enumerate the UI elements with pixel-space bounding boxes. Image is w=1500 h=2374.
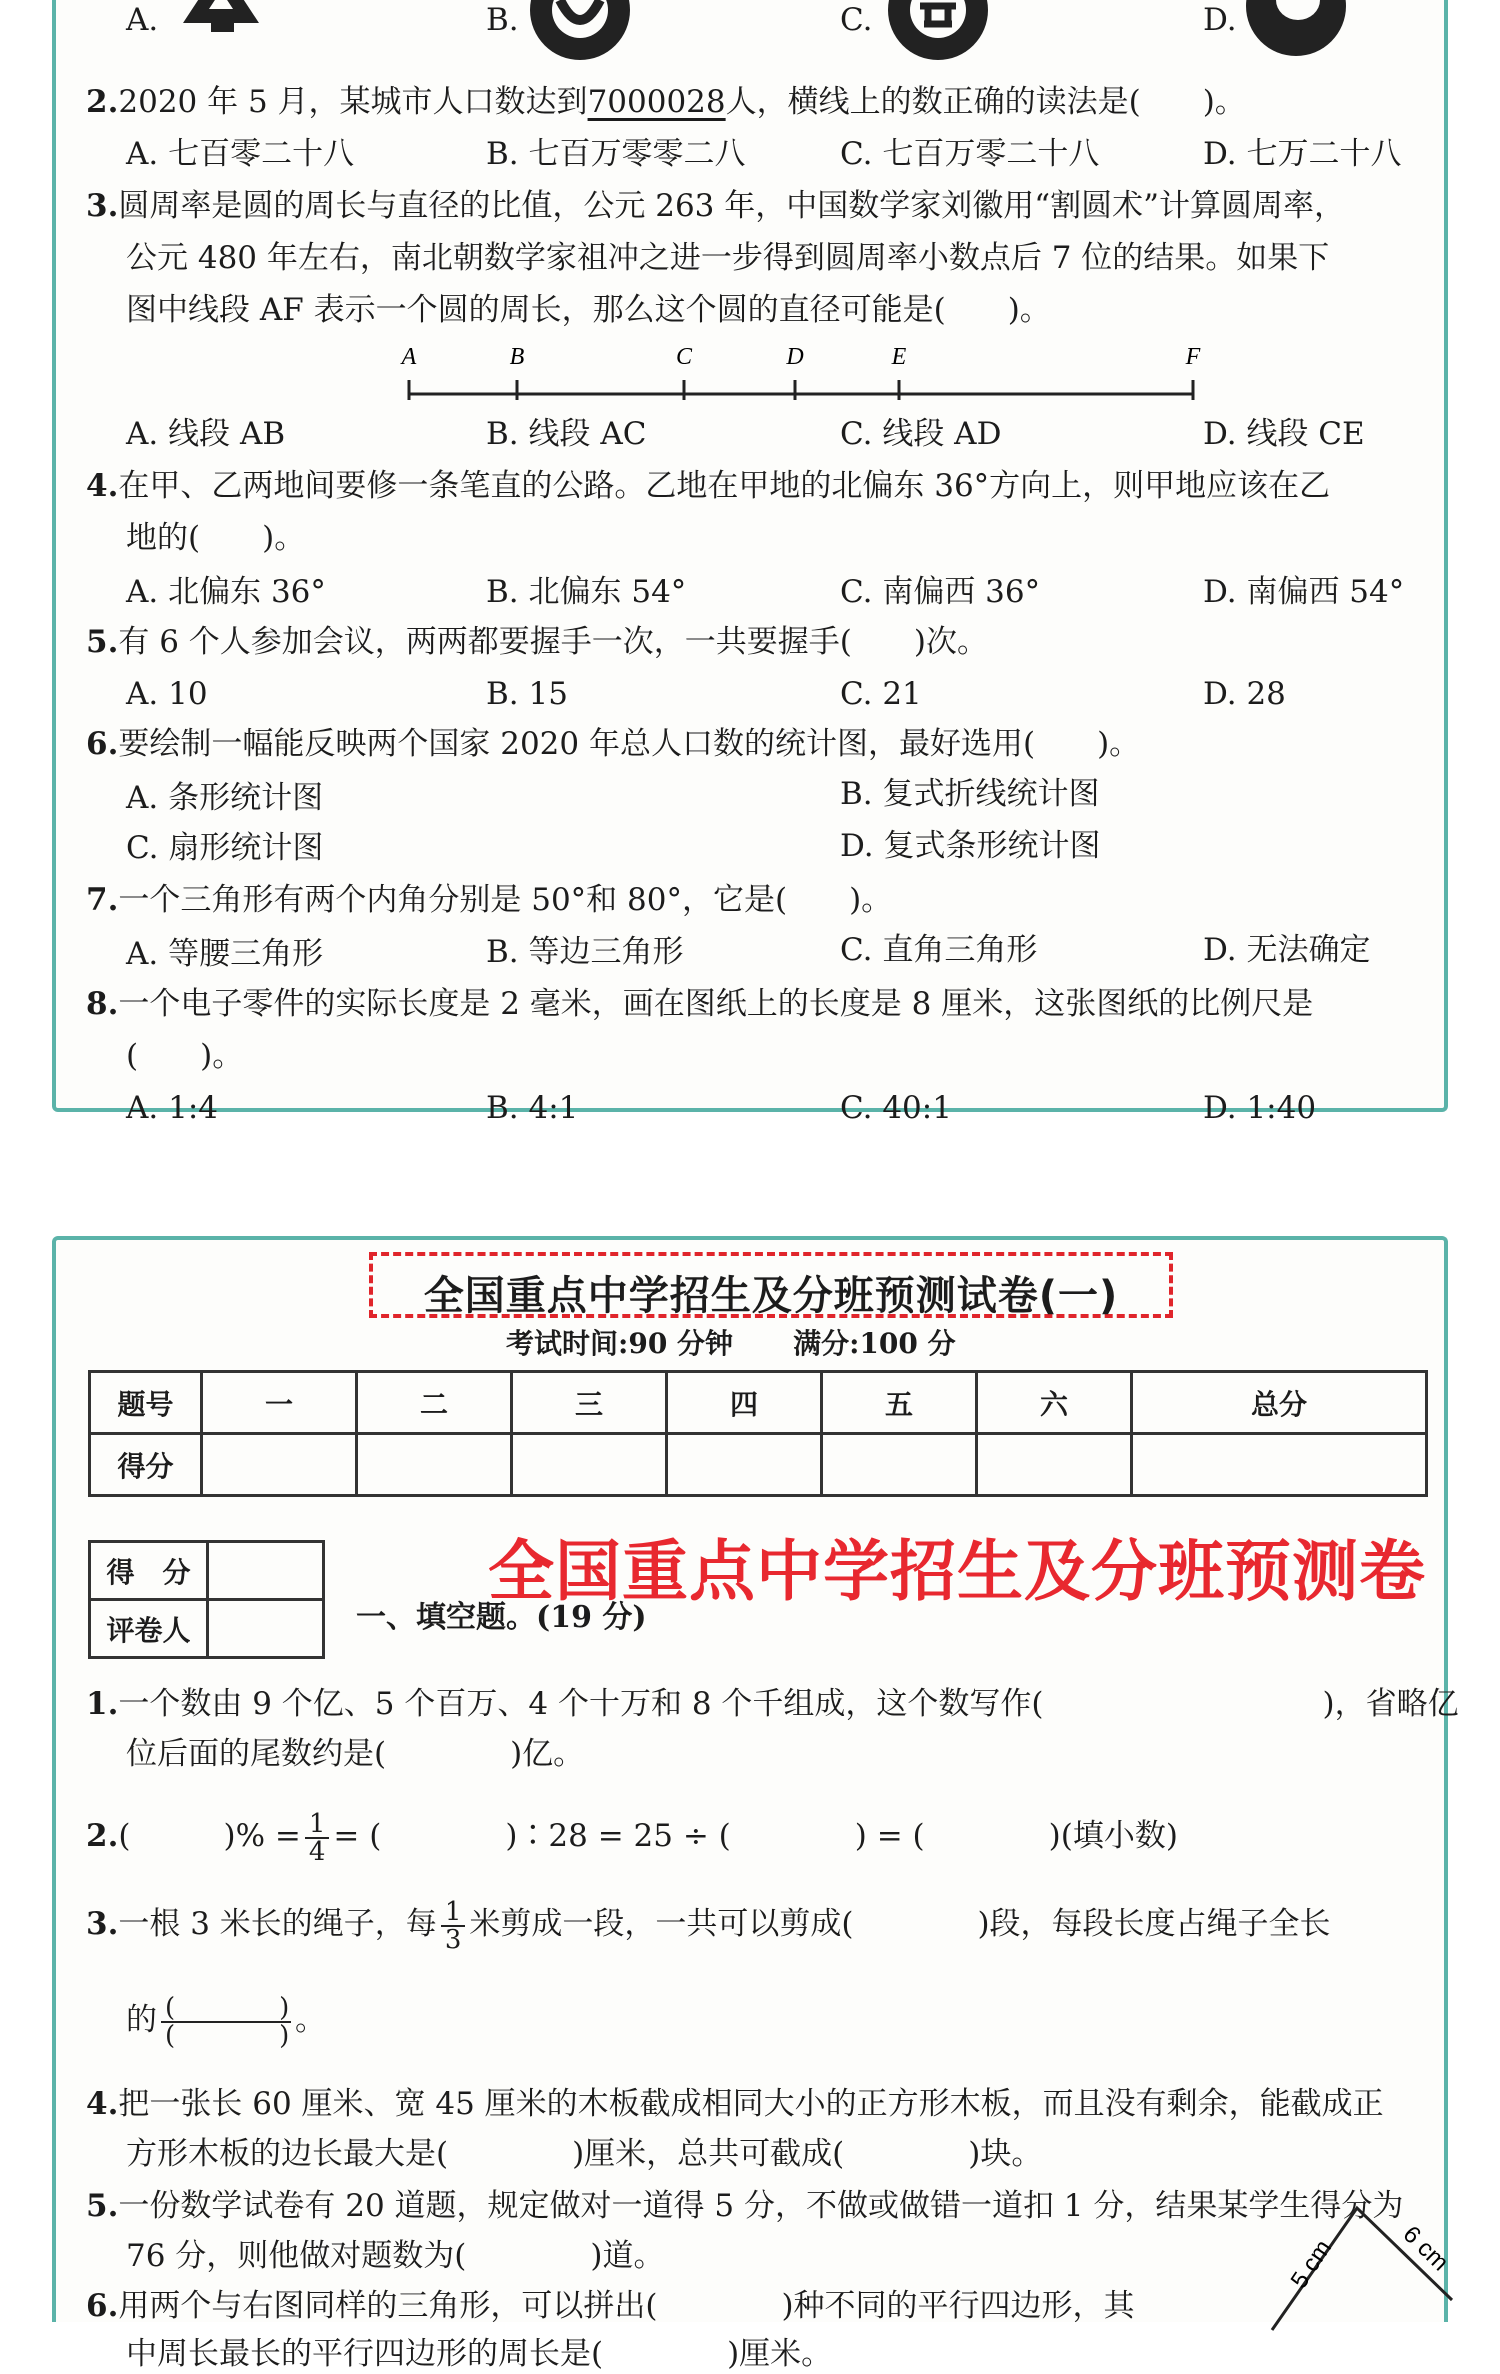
q3-option-d[interactable]: D. 线段 CE: [1203, 416, 1365, 452]
q7-option-b[interactable]: B. 等边三角形: [486, 934, 684, 970]
score-table-cell: 四: [667, 1372, 822, 1434]
point-a-label: A: [401, 344, 417, 370]
q1-option-a-label: A.: [126, 2, 159, 38]
score-table-cell: 三: [512, 1372, 667, 1434]
score-table-cell: 二: [357, 1372, 512, 1434]
q8-option-a[interactable]: A. 1:4: [126, 1090, 218, 1126]
q5-option-c[interactable]: C. 21: [840, 676, 922, 712]
recycle-icon: [176, 0, 266, 56]
q1-option-d-label: D.: [1203, 2, 1237, 38]
score-entry-cell[interactable]: [512, 1434, 667, 1496]
q3-option-a[interactable]: A. 线段 AB: [126, 416, 286, 452]
score-table-score-row: [90, 1434, 1427, 1496]
exam-page-bottom: [52, 1236, 1459, 2372]
q5-stem: 5.有 6 个人参加会议，两两都要握手一次，一共要握手( )次。: [86, 624, 988, 660]
score-row-label: 得分: [90, 1434, 202, 1496]
exam-title: 全国重点中学招生及分班预测试卷(一): [423, 1273, 1119, 1319]
q2-option-a[interactable]: A. 七百零二十八: [126, 136, 355, 172]
q6-stem: 6.要绘制一幅能反映两个国家 2020 年总人口数的统计图，最好选用( )。: [86, 726, 1141, 762]
score-table-cell: 六: [977, 1372, 1132, 1434]
score-entry-cell[interactable]: [977, 1434, 1132, 1496]
point-f-label: F: [1185, 344, 1201, 370]
grader-name-cell[interactable]: [208, 1600, 324, 1658]
b-q5-line2: 76 分，则他做对题数为( )道。: [126, 2238, 665, 2274]
score-table-cell: 题号: [90, 1372, 202, 1434]
triangle-side-label: 6 cm: [1397, 2220, 1454, 2277]
q3-stem-line1: 3.圆周率是圆的周长与直径的比值，公元 263 年，中国数学家刘徽用“割圆术”计算圆周率，: [86, 188, 1345, 224]
q4-option-b[interactable]: B. 北偏东 54°: [486, 574, 687, 610]
full-score: 满分:100 分: [793, 1327, 956, 1360]
b-q1-line1: 1.一个数由 9 个亿、5 个百万、4 个十万和 8 个千组成，这个数写作( )，省略亿: [86, 1686, 1459, 1722]
q8-option-c[interactable]: C. 40:1: [840, 1090, 952, 1126]
score-table: [88, 1370, 1428, 1497]
q3-option-b[interactable]: B. 线段 AC: [486, 416, 647, 452]
circle-emblem-icon: [1246, 0, 1346, 56]
score-entry-cell[interactable]: [357, 1434, 512, 1496]
q1-option-c-label: C.: [840, 2, 873, 38]
q6-option-c[interactable]: C. 扇形统计图: [126, 830, 324, 866]
b-q1-line2: 位后面的尾数约是( )亿。: [126, 1736, 585, 1772]
q4-stem-line1: 4.在甲、乙两地间要修一条笔直的公路。乙地在甲地的北偏东 36°方向上，则甲地应该在乙: [86, 468, 1331, 504]
grader-score-label: 得 分: [90, 1542, 208, 1600]
grader-name-label: 评卷人: [90, 1600, 208, 1658]
answer-fraction-blank[interactable]: $\frac{( )}{( )}$: [161, 1995, 291, 2049]
q6-option-a[interactable]: A. 条形统计图: [126, 780, 324, 816]
b-q5-line1: 5.一份数学试卷有 20 道题，规定做对一道得 5 分，不做或做错一道扣 1 分，结果某学生得分为: [86, 2188, 1404, 2224]
score-table-header-row: [90, 1372, 1427, 1434]
score-entry-cell[interactable]: [667, 1434, 822, 1496]
q4-option-d[interactable]: D. 南偏西 54°: [1203, 574, 1405, 610]
b-q6-line2: 中周长最长的平行四边形的周长是( )厘米。: [126, 2336, 833, 2372]
q3-stem-line3: 图中线段 AF 表示一个圆的周长，那么这个圆的直径可能是( )。: [126, 292, 1051, 328]
grader-score-cell[interactable]: [208, 1542, 324, 1600]
exam-page-top: [52, 0, 1448, 1126]
q3-stem-line2: 公元 480 年左右，南北朝数学家祖冲之进一步得到圆周率小数点后 7 位的结果。如果下: [126, 240, 1330, 276]
triangle-side-label: 5 cm: [1285, 2235, 1338, 2294]
q2-option-b[interactable]: B. 七百万零零二八: [486, 136, 746, 172]
point-c-label: C: [675, 344, 693, 370]
q4-stem-line2: 地的( )。: [126, 520, 306, 556]
q5-option-b[interactable]: B. 15: [486, 676, 568, 712]
b-q3-line1: 3.一根 3 米长的绳子，每 $\frac{1}{3}$ 米剪成一段，一共可以剪成( )段，每段长度占绳子全长: [86, 1896, 1331, 1955]
segment-af-diagram: [401, 338, 1201, 408]
point-e-label: E: [891, 344, 907, 370]
score-entry-cell[interactable]: [822, 1434, 977, 1496]
b-q4-line1: 4.把一张长 60 厘米、宽 45 厘米的木板截成相同大小的正方形木板，而且没有剩余，能截成正: [86, 2086, 1384, 2122]
q2-option-c[interactable]: C. 七百万零二十八: [840, 136, 1100, 172]
q7-option-c[interactable]: C. 直角三角形: [840, 932, 1038, 968]
score-entry-cell[interactable]: [202, 1434, 357, 1496]
point-b-label: B: [509, 344, 525, 370]
q5-option-d[interactable]: D. 28: [1203, 676, 1286, 712]
triangle-figure: [1252, 2170, 1452, 2330]
score-table-cell: 一: [202, 1372, 357, 1434]
q4-option-a[interactable]: A. 北偏东 36°: [126, 574, 326, 610]
fraction-one-third: $\frac{1}{3}$: [441, 1899, 466, 1953]
building-emblem-icon: [888, 0, 988, 60]
b-q4-line2: 方形木板的边长最大是( )厘米，总共可截成( )块。: [126, 2136, 1043, 2172]
q7-option-a[interactable]: A. 等腰三角形: [126, 936, 324, 972]
q7-option-d[interactable]: D. 无法确定: [1203, 932, 1371, 968]
score-entry-cell[interactable]: [1132, 1434, 1427, 1496]
q1-option-b-label: B.: [486, 2, 519, 38]
q2-stem: 2.2020 年 5 月，某城市人口数达到7000028人，横线上的数正确的读法是( )。: [86, 84, 1246, 120]
q8-option-b[interactable]: B. 4:1: [486, 1090, 579, 1126]
q8-option-d[interactable]: D. 1:40: [1203, 1090, 1317, 1126]
q7-stem: 7.一个三角形有两个内角分别是 50°和 80°，它是( )。: [86, 882, 893, 918]
point-d-label: D: [786, 344, 804, 370]
q2-option-d[interactable]: D. 七万二十八: [1203, 136, 1402, 172]
section1-heading: 一、填空题。(19 分): [356, 1600, 647, 1635]
score-table-cell: 五: [822, 1372, 977, 1434]
leaf-emblem-icon: [530, 0, 630, 60]
exam-title-box: [369, 1252, 1173, 1318]
q6-option-d[interactable]: D. 复式条形统计图: [840, 828, 1101, 864]
b-q3-line2: 的 $\frac{( )}{( )}$ 。: [126, 1992, 326, 2051]
grader-table: [88, 1540, 325, 1659]
exam-time: 考试时间:90 分钟: [506, 1327, 734, 1360]
q8-stem-line1: 8.一个电子零件的实际长度是 2 毫米，画在图纸上的长度是 8 厘米，这张图纸的比例尺是: [86, 986, 1314, 1022]
fraction-one-quarter: $\frac{1}{4}$: [305, 1811, 330, 1865]
red-banner-watermark: 全国重点中学招生及分班预测卷: [488, 1533, 1426, 1610]
q8-stem-line2: ( )。: [126, 1038, 244, 1074]
q6-option-b[interactable]: B. 复式折线统计图: [840, 776, 1100, 812]
score-table-cell: 总分: [1132, 1372, 1427, 1434]
q5-option-a[interactable]: A. 10: [126, 676, 208, 712]
b-q6-line1: 6.用两个与右图同样的三角形，可以拼出( )种不同的平行四边形，其: [86, 2288, 1135, 2324]
q4-option-c[interactable]: C. 南偏西 36°: [840, 574, 1041, 610]
q3-option-c[interactable]: C. 线段 AD: [840, 416, 1002, 452]
b-q2-line: 2.( )% = $\frac{1}{4}$ = ( )∶28 = 25 ÷ ( ) = ( )(填小数): [86, 1808, 1178, 1867]
exam-meta: [506, 1322, 1016, 1362]
